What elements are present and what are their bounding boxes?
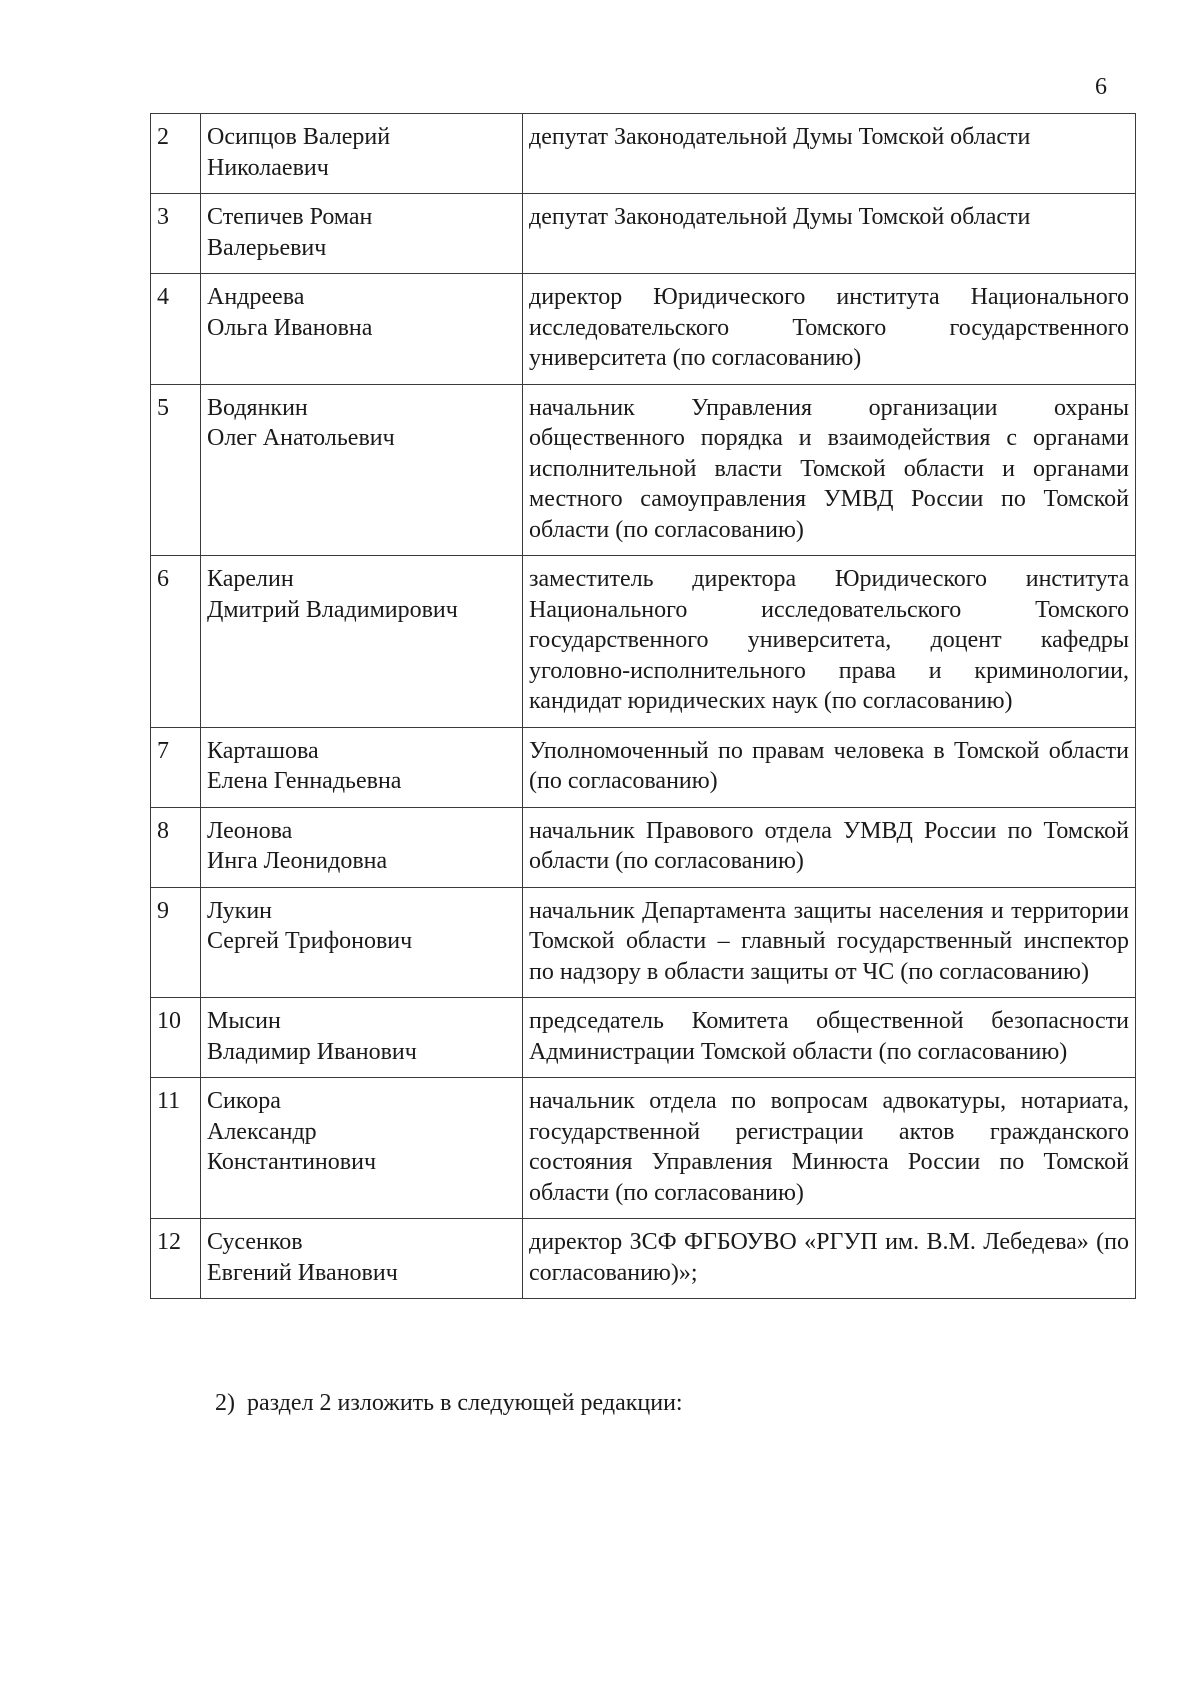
member-row bbox=[151, 194, 1136, 274]
member-name-line: Сусенков bbox=[207, 1229, 303, 1255]
page-number: 6 bbox=[1095, 74, 1107, 100]
member-number: 4 bbox=[151, 274, 201, 385]
member-name bbox=[201, 1078, 523, 1219]
member-position: депутат Законодательной Думы Томской области bbox=[523, 194, 1136, 274]
member-name bbox=[201, 887, 523, 998]
member-name-line: Олег Анатольевич bbox=[207, 425, 395, 451]
member-name-line: Николаевич bbox=[207, 154, 329, 181]
member-name bbox=[201, 274, 523, 385]
member-position: председатель Комитета общественной безопасности Администрации Томской области (по согласованию) bbox=[523, 998, 1136, 1078]
member-position: начальник Департамента защиты населения и территории Томской области – главный государственный инспектор по надзору в области защиты от ЧС (по согласованию) bbox=[523, 887, 1136, 998]
member-position: начальник отдела по вопросам адвокатуры, нотариата, государственной регистрации актов гражданского состояния Управления Минюста России по Томской области (по согласованию) bbox=[523, 1078, 1136, 1219]
amendment-item-number: 2) bbox=[215, 1390, 235, 1416]
member-row bbox=[151, 114, 1136, 194]
member-name bbox=[201, 556, 523, 728]
member-position: Уполномоченный по правам человека в Томской области (по согласованию) bbox=[523, 727, 1136, 807]
member-name-line: Андреева bbox=[207, 284, 305, 310]
amendment-item-text: раздел 2 изложить в следующей редакции: bbox=[247, 1390, 683, 1416]
member-position: депутат Законодательной Думы Томской области bbox=[523, 114, 1136, 194]
member-name bbox=[201, 727, 523, 807]
member-number: 12 bbox=[151, 1219, 201, 1299]
member-name bbox=[201, 1219, 523, 1299]
member-number: 11 bbox=[151, 1078, 201, 1219]
member-name-line: Сергей Трифонович bbox=[207, 928, 413, 954]
member-name-line: Мысин bbox=[207, 1008, 281, 1034]
member-name bbox=[201, 114, 523, 194]
member-row bbox=[151, 384, 1136, 556]
member-position: начальник Правового отдела УМВД России по Томской области (по согласованию) bbox=[523, 807, 1136, 887]
member-position: начальник Управления организации охраны общественного порядка и взаимодействия с органами исполнительной власти Томской области и органами местного самоуправления УМВД России по Томской области (по согласованию) bbox=[523, 384, 1136, 556]
member-name-line: Осипцов Валерий bbox=[207, 124, 391, 150]
member-name-line: Лукин bbox=[207, 897, 273, 924]
member-name-line: Сикора bbox=[207, 1088, 281, 1114]
members-table bbox=[150, 113, 1136, 1299]
member-name-line: Инга Леонидовна bbox=[207, 848, 388, 874]
member-number: 10 bbox=[151, 998, 201, 1078]
member-row bbox=[151, 1219, 1136, 1299]
member-name-line: Водянкин bbox=[207, 394, 308, 421]
member-name-line: Валерьевич bbox=[207, 234, 327, 261]
member-position: заместитель директора Юридического института Национального исследовательского Томского государственного университета, доцент кафедры уголовно-исполнительного права и криминологии, кандидат юридических наук (по согласованию) bbox=[523, 556, 1136, 728]
amendment-item bbox=[215, 1388, 683, 1418]
member-position: директор Юридического института Национального исследовательского Томского государственного университета (по согласованию) bbox=[523, 274, 1136, 385]
member-position: директор ЗСФ ФГБОУВО «РГУП им. В.М. Лебедева» (по согласованию)»; bbox=[523, 1219, 1136, 1299]
member-row bbox=[151, 887, 1136, 998]
member-row bbox=[151, 807, 1136, 887]
member-number: 6 bbox=[151, 556, 201, 728]
member-name bbox=[201, 998, 523, 1078]
member-row bbox=[151, 274, 1136, 385]
member-number: 8 bbox=[151, 807, 201, 887]
member-name-line: Елена Геннадьевна bbox=[207, 768, 402, 794]
member-row bbox=[151, 556, 1136, 728]
member-number: 5 bbox=[151, 384, 201, 556]
member-name bbox=[201, 384, 523, 556]
member-name-line: Евгений Иванович bbox=[207, 1259, 398, 1286]
member-number: 7 bbox=[151, 727, 201, 807]
member-row bbox=[151, 1078, 1136, 1219]
member-number: 9 bbox=[151, 887, 201, 998]
member-name bbox=[201, 194, 523, 274]
member-row bbox=[151, 727, 1136, 807]
member-name-line: Карташова bbox=[207, 737, 319, 764]
member-name-line: Константинович bbox=[207, 1149, 377, 1175]
member-name-line: Леонова bbox=[207, 817, 293, 844]
member-name-line: Дмитрий Владимирович bbox=[207, 596, 458, 623]
member-number: 2 bbox=[151, 114, 201, 194]
member-name-line: Александр bbox=[207, 1118, 317, 1145]
member-name-line: Владимир Иванович bbox=[207, 1038, 417, 1065]
member-name-line: Карелин bbox=[207, 566, 294, 592]
member-name-line: Степичев Роман bbox=[207, 204, 373, 230]
member-name-line: Ольга Ивановна bbox=[207, 314, 373, 341]
member-row bbox=[151, 998, 1136, 1078]
member-number: 3 bbox=[151, 194, 201, 274]
member-name bbox=[201, 807, 523, 887]
members-table-body bbox=[151, 114, 1136, 1299]
